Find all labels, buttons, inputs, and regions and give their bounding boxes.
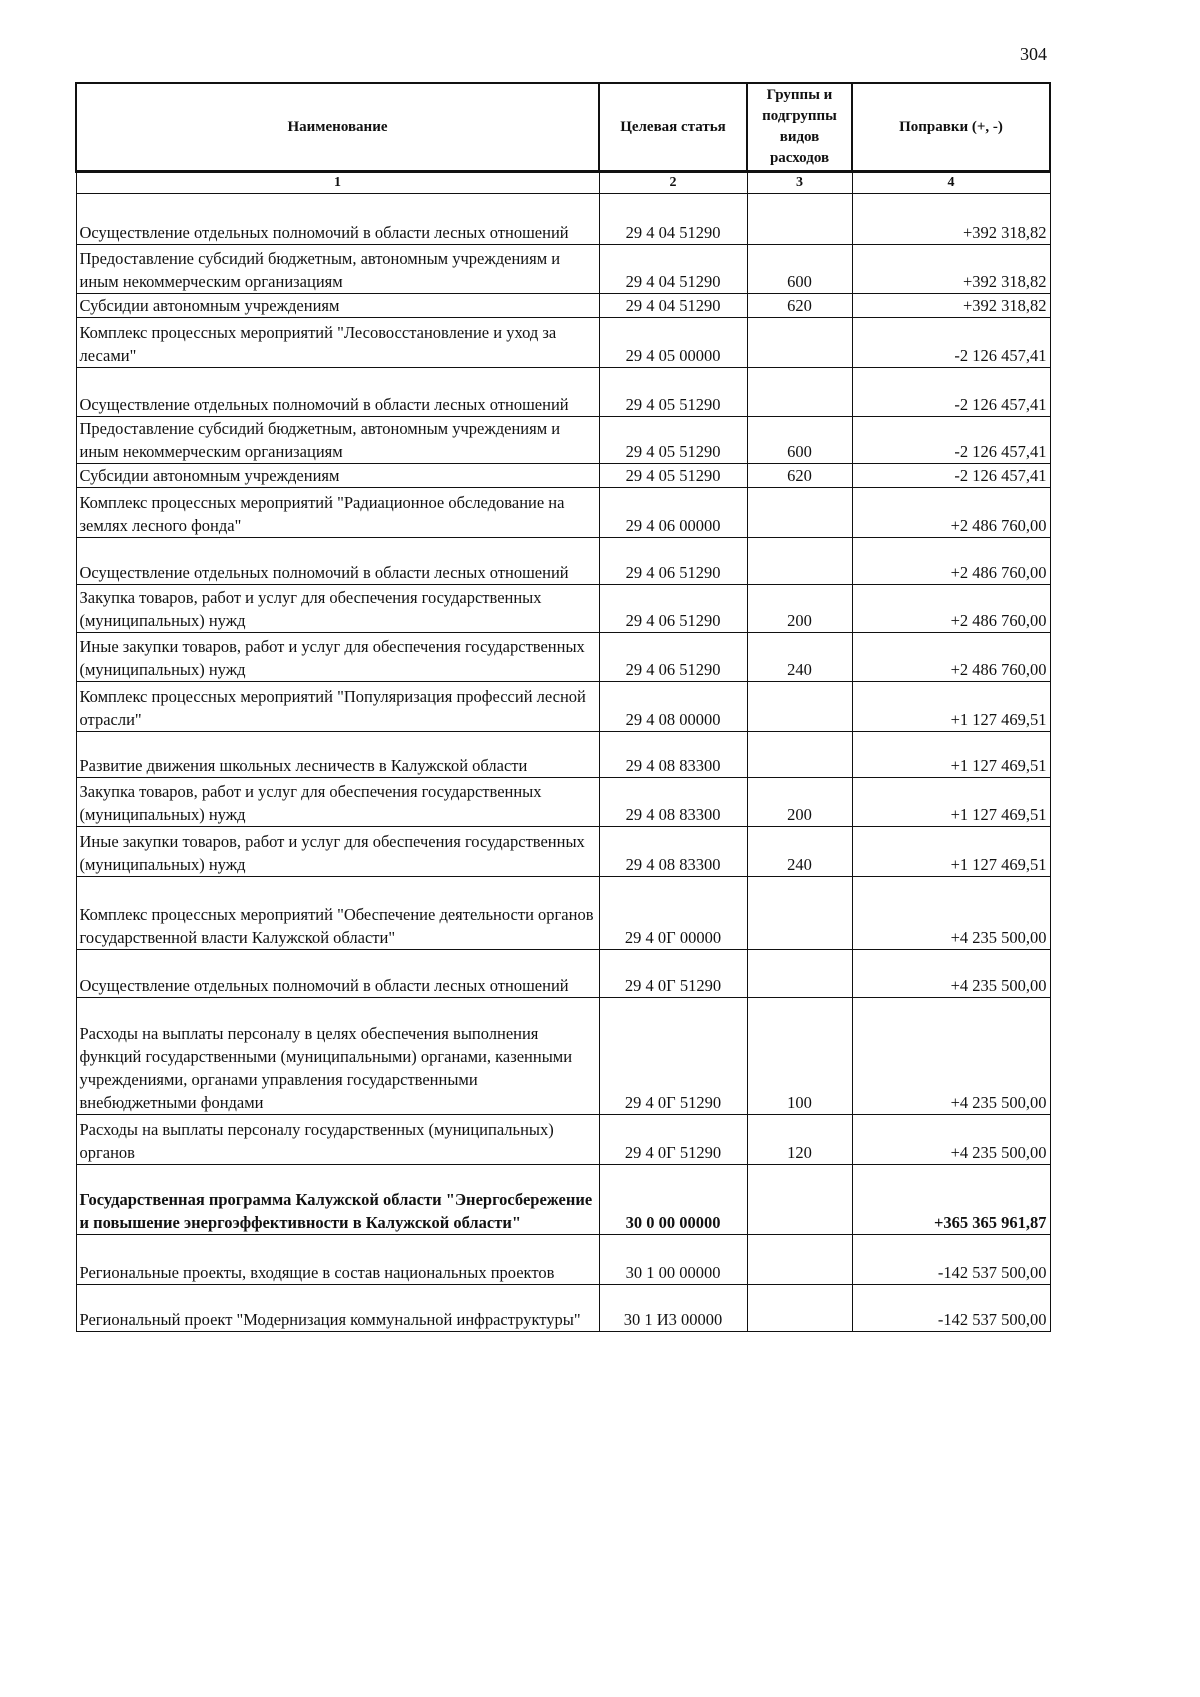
row-amount: +392 318,82 — [852, 245, 1050, 294]
row-code: 29 4 04 51290 — [599, 194, 747, 245]
table-row — [76, 294, 1050, 318]
column-number: 3 — [747, 172, 852, 194]
table-row — [76, 1235, 1050, 1285]
table-row — [76, 318, 1050, 368]
column-number: 4 — [852, 172, 1050, 194]
row-code: 29 4 05 51290 — [599, 464, 747, 488]
table-row — [76, 732, 1050, 778]
row-code: 29 4 05 51290 — [599, 368, 747, 417]
row-amount: +392 318,82 — [852, 194, 1050, 245]
row-code: 29 4 04 51290 — [599, 245, 747, 294]
row-group — [747, 1165, 852, 1235]
row-name: Субсидии автономным учреждениям — [76, 294, 599, 318]
row-amount: +4 235 500,00 — [852, 1115, 1050, 1165]
row-group: 600 — [747, 245, 852, 294]
row-group — [747, 732, 852, 778]
row-group — [747, 950, 852, 998]
row-name: Осуществление отдельных полномочий в области лесных отношений — [76, 368, 599, 417]
row-group: 200 — [747, 585, 852, 633]
row-code: 29 4 08 83300 — [599, 732, 747, 778]
row-name: Осуществление отдельных полномочий в области лесных отношений — [76, 538, 599, 585]
row-group: 240 — [747, 633, 852, 682]
table-row — [76, 682, 1050, 732]
row-group — [747, 1235, 852, 1285]
column-number: 2 — [599, 172, 747, 194]
row-group: 620 — [747, 464, 852, 488]
row-code: 29 4 06 00000 — [599, 488, 747, 538]
row-code: 29 4 06 51290 — [599, 585, 747, 633]
table-row — [76, 245, 1050, 294]
row-name: Государственная программа Калужской области "Энергосбережение и повышение энергоэффективности в Калужской области" — [76, 1165, 599, 1235]
table-row — [76, 1165, 1050, 1235]
row-code: 29 4 06 51290 — [599, 538, 747, 585]
row-name: Расходы на выплаты персоналу государственных (муниципальных) органов — [76, 1115, 599, 1165]
row-amount: -142 537 500,00 — [852, 1235, 1050, 1285]
row-group — [747, 877, 852, 950]
row-group: 120 — [747, 1115, 852, 1165]
row-group — [747, 368, 852, 417]
header-row — [76, 83, 1050, 172]
row-name: Расходы на выплаты персоналу в целях обеспечения выполнения функций государственными (муниципальными) органами, казенными учреждениями, органами управления государственными внебюджетными фондами — [76, 998, 599, 1115]
table-row — [76, 1115, 1050, 1165]
row-amount: +1 127 469,51 — [852, 682, 1050, 732]
row-amount: -2 126 457,41 — [852, 368, 1050, 417]
row-group — [747, 538, 852, 585]
row-code: 29 4 08 83300 — [599, 778, 747, 827]
table-row — [76, 633, 1050, 682]
row-name: Осуществление отдельных полномочий в области лесных отношений — [76, 950, 599, 998]
row-code: 30 1 И3 00000 — [599, 1285, 747, 1332]
table-row — [76, 417, 1050, 464]
row-name: Субсидии автономным учреждениям — [76, 464, 599, 488]
row-group: 600 — [747, 417, 852, 464]
row-amount: +2 486 760,00 — [852, 538, 1050, 585]
table-row — [76, 877, 1050, 950]
row-name: Предоставление субсидий бюджетным, автономным учреждениям и иным некоммерческим организациям — [76, 245, 599, 294]
table-row — [76, 950, 1050, 998]
table-row — [76, 464, 1050, 488]
table-row — [76, 488, 1050, 538]
row-amount: +4 235 500,00 — [852, 877, 1050, 950]
table-row — [76, 998, 1050, 1115]
table-row — [76, 585, 1050, 633]
row-group: 620 — [747, 294, 852, 318]
row-amount: -2 126 457,41 — [852, 318, 1050, 368]
row-amount: +365 365 961,87 — [852, 1165, 1050, 1235]
row-name: Комплекс процессных мероприятий "Радиационное обследование на землях лесного фонда" — [76, 488, 599, 538]
row-code: 29 4 0Г 51290 — [599, 998, 747, 1115]
row-group — [747, 318, 852, 368]
row-code: 29 4 08 83300 — [599, 827, 747, 877]
row-amount: +1 127 469,51 — [852, 827, 1050, 877]
row-code: 30 0 00 00000 — [599, 1165, 747, 1235]
page-number: 304 — [1020, 44, 1047, 64]
row-name: Комплекс процессных мероприятий "Популяризация профессий лесной отрасли" — [76, 682, 599, 732]
row-name: Иные закупки товаров, работ и услуг для обеспечения государственных (муниципальных) нужд — [76, 827, 599, 877]
row-code: 29 4 04 51290 — [599, 294, 747, 318]
row-amount: -2 126 457,41 — [852, 417, 1050, 464]
row-name: Иные закупки товаров, работ и услуг для обеспечения государственных (муниципальных) нужд — [76, 633, 599, 682]
row-amount: +4 235 500,00 — [852, 998, 1050, 1115]
row-name: Закупка товаров, работ и услуг для обеспечения государственных (муниципальных) нужд — [76, 585, 599, 633]
row-group: 100 — [747, 998, 852, 1115]
row-amount: -142 537 500,00 — [852, 1285, 1050, 1332]
column-number: 1 — [76, 172, 599, 194]
row-code: 29 4 0Г 51290 — [599, 950, 747, 998]
row-amount: +1 127 469,51 — [852, 778, 1050, 827]
row-group — [747, 1285, 852, 1332]
row-code: 29 4 05 51290 — [599, 417, 747, 464]
row-group — [747, 682, 852, 732]
row-name: Развитие движения школьных лесничеств в Калужской области — [76, 732, 599, 778]
row-amount: +2 486 760,00 — [852, 585, 1050, 633]
row-amount: +392 318,82 — [852, 294, 1050, 318]
row-group: 200 — [747, 778, 852, 827]
table-row — [76, 827, 1050, 877]
row-name: Региональные проекты, входящие в состав национальных проектов — [76, 1235, 599, 1285]
row-code: 29 4 0Г 00000 — [599, 877, 747, 950]
row-name: Комплекс процессных мероприятий "Обеспечение деятельности органов государственной власти Калужской области" — [76, 877, 599, 950]
row-name: Осуществление отдельных полномочий в области лесных отношений — [76, 194, 599, 245]
row-amount: +4 235 500,00 — [852, 950, 1050, 998]
header-group: Группы и подгруппы видов расходов — [747, 83, 852, 172]
header-amount: Поправки (+, -) — [852, 83, 1050, 172]
row-group — [747, 488, 852, 538]
row-name: Закупка товаров, работ и услуг для обеспечения государственных (муниципальных) нужд — [76, 778, 599, 827]
row-group — [747, 194, 852, 245]
header-name: Наименование — [76, 83, 599, 172]
table-row — [76, 778, 1050, 827]
row-code: 29 4 08 00000 — [599, 682, 747, 732]
table-row — [76, 194, 1050, 245]
row-name: Предоставление субсидий бюджетным, автономным учреждениям и иным некоммерческим организациям — [76, 417, 599, 464]
row-code: 29 4 06 51290 — [599, 633, 747, 682]
row-amount: +2 486 760,00 — [852, 633, 1050, 682]
column-number-row — [76, 172, 1050, 194]
table-row — [76, 538, 1050, 585]
row-amount: +2 486 760,00 — [852, 488, 1050, 538]
row-code: 30 1 00 00000 — [599, 1235, 747, 1285]
header-code: Целевая статья — [599, 83, 747, 172]
budget-amendments-table — [75, 82, 1051, 1332]
row-code: 29 4 0Г 51290 — [599, 1115, 747, 1165]
row-amount: -2 126 457,41 — [852, 464, 1050, 488]
row-name: Региональный проект "Модернизация коммунальной инфраструктуры" — [76, 1285, 599, 1332]
row-name: Комплекс процессных мероприятий "Лесовосстановление и уход за лесами" — [76, 318, 599, 368]
row-group: 240 — [747, 827, 852, 877]
table-row — [76, 368, 1050, 417]
row-amount: +1 127 469,51 — [852, 732, 1050, 778]
table-row — [76, 1285, 1050, 1332]
row-code: 29 4 05 00000 — [599, 318, 747, 368]
